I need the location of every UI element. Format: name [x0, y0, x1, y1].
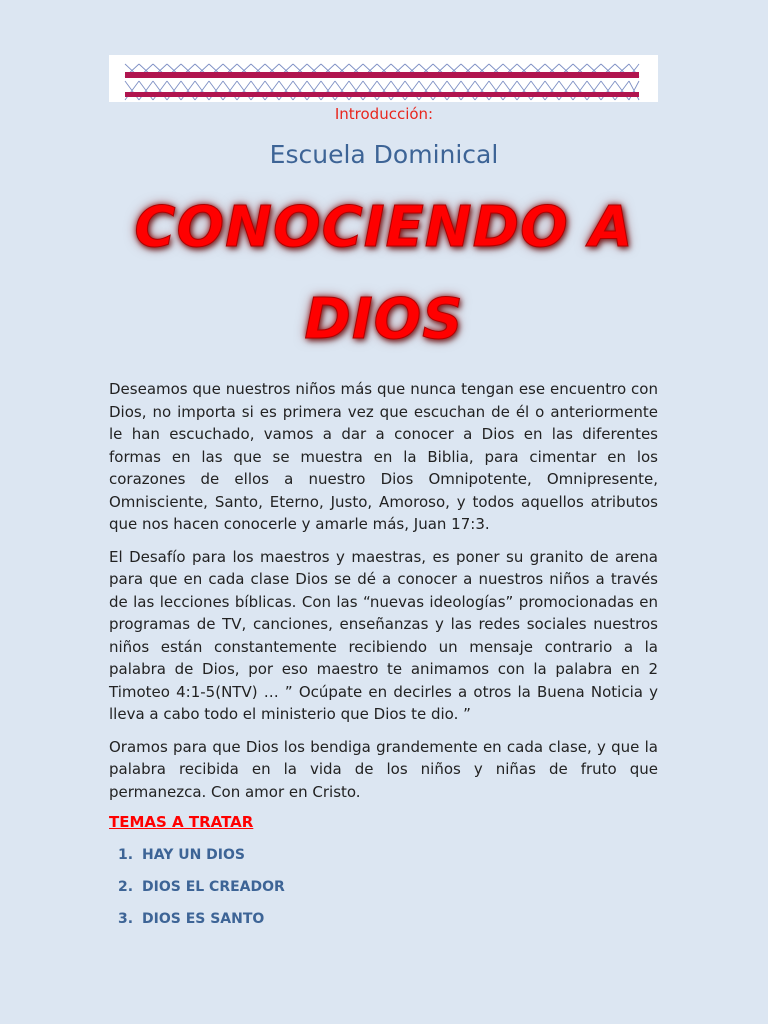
topic-number: 3. [118, 911, 134, 927]
decorative-banner [109, 55, 658, 102]
topics-list [118, 845, 285, 941]
topic-label: HAY UN DIOS [142, 847, 245, 863]
paragraph: El Desafío para los maestros y maestras, es poner su granito de arena para que en cada clase Dios se dé a conocer a nuestros niños a través de las lecciones bíblicas. Con las “nuevas ideologías” promocionadas en programas de TV, canciones, enseñanzas y las redes sociales nuestros niños están constantemente recibiendo un mensaje contrario a la palabra de Dios, por eso maestro te animamos con la palabra en 2 Timoteo 4:1-5(NTV) … ” Ocúpate en decirles a otros la Buena Noticia y lleva a cabo todo el ministerio que Dios te dio. ” [109, 547, 658, 723]
paragraph: Oramos para que Dios los bendiga grandemente en cada clase, y que la palabra recibida en la vida de los niños y niñas de fruto que permanezca. Con amor en Cristo. [109, 737, 658, 801]
topic-number: 1. [118, 847, 134, 863]
intro-body [109, 378, 658, 813]
list-item [118, 877, 285, 909]
topic-label: DIOS ES SANTO [142, 911, 265, 927]
intro-label: Introducción: [334, 105, 434, 123]
main-title-line2: DIOS [304, 287, 464, 352]
paragraph: Deseamos que nuestros niños más que nunca tengan ese encuentro con Dios, no importa si es primera vez que escuchan de él o anteriormente le han escuchado, vamos a dar a conocer a Dios en las diferentes formas en las que se muestra en la Biblia, para cimentar en los corazones de ellos a nuestro Dios Omnipotente, Omnipresente, Omnisciente, Santo, Eterno, Justo, Amoroso, y todos aquellos atributos que nos hacen conocerle y amarle más, Juan 17:3. [109, 380, 658, 533]
main-title-line1: CONOCIENDO A [134, 195, 634, 260]
topic-number: 2. [118, 879, 134, 895]
banner-bottom-rail [125, 92, 639, 97]
list-item [118, 845, 285, 877]
list-item [118, 909, 285, 941]
topics-heading: TEMAS A TRATAR [109, 813, 254, 831]
topic-label: DIOS EL CREADOR [142, 879, 285, 895]
truss-banner-graphic [109, 55, 658, 102]
banner-top-rail [125, 72, 639, 78]
school-title: Escuela Dominical [269, 140, 499, 169]
